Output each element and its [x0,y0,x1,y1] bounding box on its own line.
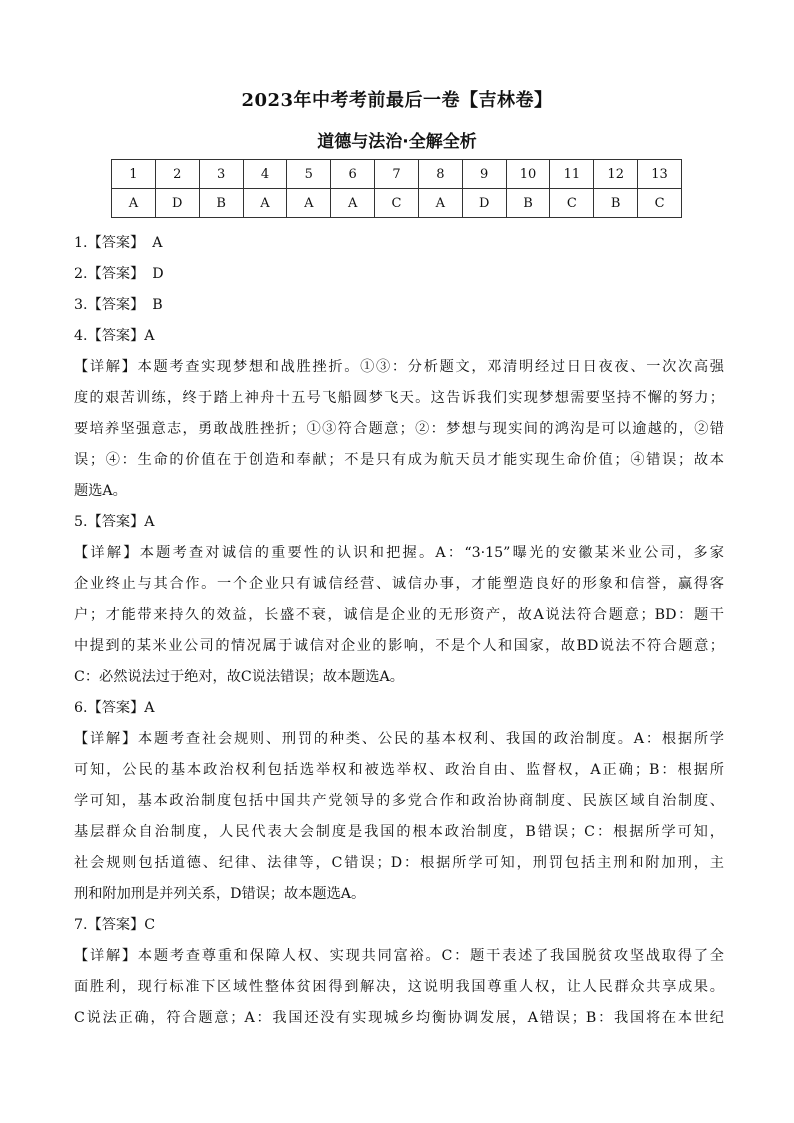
detail-line: 要培养坚强意志，勇敢战胜挫折；①③符合题意；②：梦想与现实间的鸿沟是可以逾越的，②错 [74,421,724,437]
question-number: 8 [418,160,462,189]
answer-cell: B [506,189,550,218]
answer-value: C [144,917,156,933]
answer-cell: D [155,189,199,218]
answer-label: 2.【答案】 [74,266,145,282]
detail-line: 【详解】本题考查社会规则、刑罚的种类、公民的基本权利、我国的政治制度。A：根据所学 [74,731,724,747]
answer-cell: C [550,189,594,218]
detail-line: C说法正确，符合题意；A：我国还没有实现城乡均衡协调发展，A错误；B：我国将在本世纪 [74,1010,724,1026]
question-number: 2 [155,160,199,189]
answer-cell: B [594,189,638,218]
answer-cell: A [331,189,375,218]
detail-line: 刑和附加刑是并列关系，D错误；故本题选A。 [74,886,366,902]
answer-cell: D [462,189,506,218]
answer-cell: B [199,189,243,218]
answer-cell: A [287,189,331,218]
answer-label: 4.【答案】 [74,328,145,344]
answer-line-q5 [74,507,724,538]
answer-label: 6.【答案】 [74,700,145,716]
question-number: 11 [550,160,594,189]
question-number: 5 [287,160,331,189]
detail-line: 【详解】本题考查对诚信的重要性的认识和把握。A：“3·15”曝光的安徽某米业公司，多家 [74,545,724,561]
answer-value: A [144,328,155,344]
answer-cell: C [375,189,419,218]
detail-line: 【详解】本题考查实现梦想和战胜挫折。①③：分析题文，邓清明经过日日夜夜、一次次高强 [74,359,724,375]
detail-line: 面胜利，现行标准下区域性整体贫困得到解决，这说明我国尊重人权，让人民群众共享成果。 [74,979,724,995]
detail-line: 基层群众自治制度，人民代表大会制度是我国的根本政治制度，B错误；C：根据所学可知， [74,824,724,840]
question-number: 13 [638,160,682,189]
answer-value: A [152,235,163,251]
question-number: 12 [594,160,638,189]
document-title: 2023年中考考前最后一卷【吉林卷】 [241,90,553,111]
answer-cell: A [418,189,462,218]
answer-label: 7.【答案】 [74,917,145,933]
answer-label: 1.【答案】 [74,235,145,251]
answer-cell: C [638,189,682,218]
question-number: 10 [506,160,550,189]
answer-table [111,159,682,218]
detail-line: 【详解】本题考查尊重和保障人权、实现共同富裕。C：题干表述了我国脱贫攻坚战取得了全 [74,948,724,964]
answer-line-q2 [74,259,724,290]
detail-line: 企业终止与其合作。一个企业只有诚信经营、诚信办事，才能塑造良好的形象和信誉，赢得客 [74,576,724,592]
question-number: 9 [462,160,506,189]
answer-label: 3.【答案】 [74,297,145,313]
answer-line-q3 [74,290,724,321]
answer-value: A [144,700,155,716]
answer-cell: A [112,189,156,218]
question-number: 1 [112,160,156,189]
detail-line: 户；才能带来持久的效益，长盛不衰，诚信是企业的无形资产，故A说法符合题意；BD：题干 [74,607,724,623]
answer-line-q6 [74,693,724,724]
detail-line: 中提到的某米业公司的情况属于诚信对企业的影响，不是个人和国家，故BD说法不符合题意； [74,638,724,654]
answer-table-number-row [112,160,682,189]
question-number: 7 [375,160,419,189]
answer-line-q7 [74,910,724,941]
detail-line: 可知，公民的基本政治权利包括选举权和被选举权、政治自由、监督权，A正确；B：根据所 [74,762,724,778]
detail-line: 题选A。 [74,483,127,499]
detail-line: 学可知，基本政治制度包括中国共产党领导的多党合作和政治协商制度、民族区域自治制度、 [74,793,724,809]
answer-value: A [144,514,155,530]
detail-line: 度的艰苦训练，终于踏上神舟十五号飞船圆梦飞天。这告诉我们实现梦想需要坚持不懈的努力； [74,390,724,406]
answer-cell: A [243,189,287,218]
answer-table-answer-row [112,189,682,218]
answer-explanations [74,228,724,1034]
detail-line: C：必然说法过于绝对，故C说法错误；故本题选A。 [74,669,404,685]
question-number: 6 [331,160,375,189]
question-number: 4 [243,160,287,189]
answer-line-q4 [74,321,724,352]
question-number: 3 [199,160,243,189]
answer-label: 5.【答案】 [74,514,145,530]
document-subtitle: 道德与法治·全解全析 [317,132,477,152]
answer-value: D [152,266,164,282]
answer-line-q1 [74,228,724,259]
detail-line: 误；④：生命的价值在于创造和奉献；不是只有成为航天员才能实现生命价值；④错误；故本 [74,452,724,468]
answer-value: B [152,297,163,313]
detail-line: 社会规则包括道德、纪律、法律等，C错误；D：根据所学可知，刑罚包括主刑和附加刑，主 [74,855,724,871]
